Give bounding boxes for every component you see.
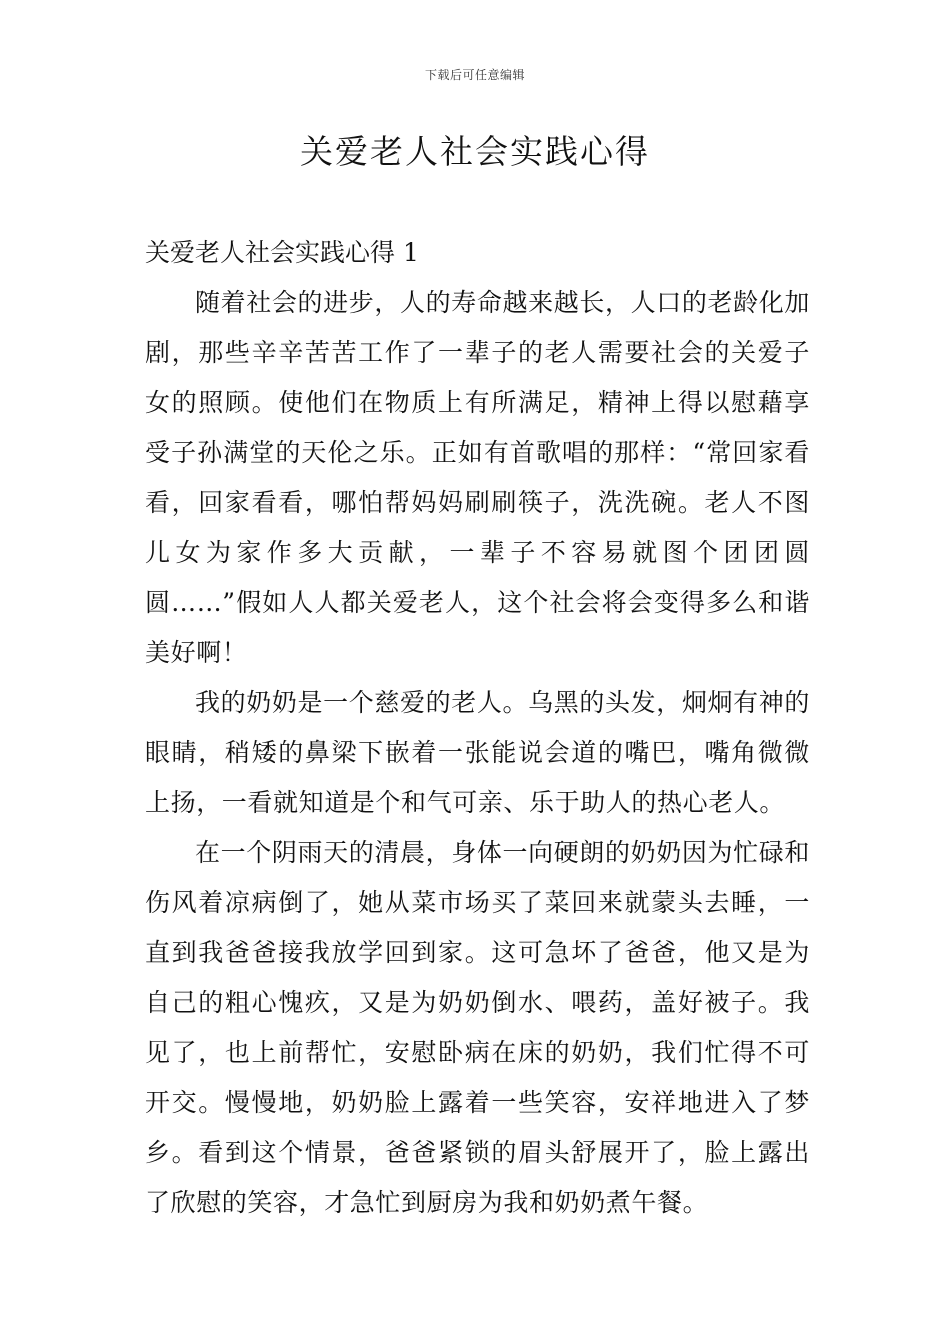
document-body: [145, 228, 810, 1228]
header-note: 下载后可任意编辑: [424, 68, 525, 82]
section-heading: 关爱老人社会实践心得 1: [145, 238, 419, 267]
paragraph-3: 在一个阴雨天的清晨，身体一向硬朗的奶奶因为忙碌和伤风着凉病倒了，她从菜市场买了菜回来就蒙头去睡，一直到我爸爸接我放学回到家。这可急坏了爸爸，他又是为自己的粗心愧疚，又是为奶奶倒水、喂药，盖好被子。我见了，也上前帮忙，安慰卧病在床的奶奶，我们忙得不可开交。慢慢地，奶奶脸上露着一些笑容，安祥地进入了梦乡。看到这个情景，爸爸紧锁的眉头舒展开了，脸上露出了欣慰的笑容，才急忙到厨房为我和奶奶煮午餐。: [145, 838, 810, 1217]
paragraph-2: 我的奶奶是一个慈爱的老人。乌黑的头发，炯炯有神的眼睛，稍矮的鼻梁下嵌着一张能说会道的嘴巴，嘴角微微上扬，一看就知道是个和气可亲、乐于助人的热心老人。: [145, 688, 810, 817]
document-title: 关爱老人社会实践心得: [300, 132, 650, 171]
paragraph-1: 随着社会的进步，人的寿命越来越长，人口的老龄化加剧，那些辛辛苦苦工作了一辈子的老人需要社会的关爱子女的照顾。使他们在物质上有所满足，精神上得以慰藉享受子孙满堂的天伦之乐。正如有首歌唱的那样：“常回家看看，回家看看，哪怕帮妈妈刷刷筷子，洗洗碗。老人不图儿女为家作多大贡献，一辈子不容易就图个团团圆圆……”假如人人都关爱老人，这个社会将会变得多么和谐美好啊！: [145, 288, 810, 667]
